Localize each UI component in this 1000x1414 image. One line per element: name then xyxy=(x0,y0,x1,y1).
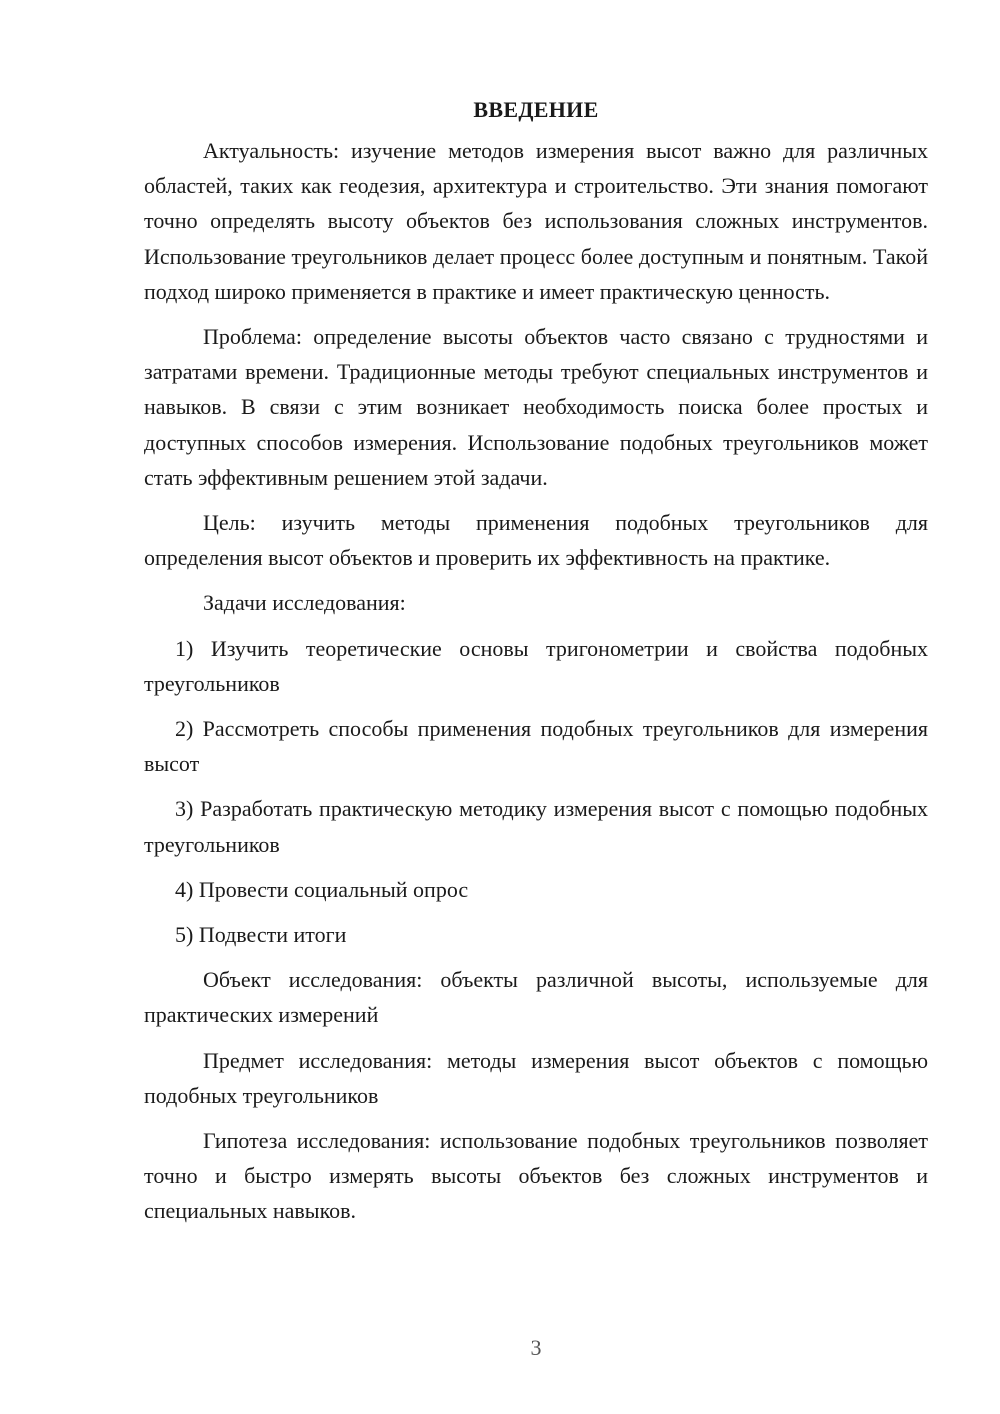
subject-paragraph: Предмет исследования: методы измерения высот объектов с помощью подобных треугольников xyxy=(144,1047,928,1108)
hypothesis-paragraph: Гипотеза исследования: использование подобных треугольников позволяет точно и быстро измерять высоты объектов без сложных инструментов и специальных навыков. xyxy=(144,1128,928,1224)
relevance-paragraph: Актуальность: изучение методов измерения высот важно для различных областей, таких как геодезия, архитектура и строительство. Эти знания помогают точно определять высоту объектов без использования сложных инструментов. Использование треугольников делает процесс более доступным и понятным. Такой подход широко применяется в практике и имеет практическую ценность. xyxy=(144,138,928,304)
page-number: 3 xyxy=(530,1335,542,1360)
problem-paragraph: Проблема: определение высоты объектов часто связано с трудностями и затратами времени. Традиционные методы требуют специальных инструментов и навыков. В связи с этим возникает необходимость поиска более простых и доступных способов измерения. Использование подобных треугольников может стать эффективным решением этой задачи. xyxy=(144,324,928,490)
task-item: 4) Провести социальный опрос xyxy=(175,876,469,902)
task-item: 1) Изучить теоретические основы тригонометрии и свойства подобных треугольников xyxy=(144,635,928,696)
task-item: 2) Рассмотреть способы применения подобных треугольников для измерения высот xyxy=(144,716,928,777)
object-paragraph: Объект исследования: объекты различной высоты, используемые для практических измерений xyxy=(144,967,928,1028)
task-item: 5) Подвести итоги xyxy=(175,922,347,948)
goal-paragraph: Цель: изучить методы применения подобных треугольников для определения высот объектов и проверить их эффективность на практике. xyxy=(144,510,928,571)
task-item: 3) Разработать практическую методику измерения высот с помощью подобных треугольников xyxy=(144,796,928,857)
section-title: ВВЕДЕНИЕ xyxy=(473,97,599,122)
tasks-heading: Задачи исследования: xyxy=(203,590,406,616)
page-content xyxy=(144,92,928,1239)
